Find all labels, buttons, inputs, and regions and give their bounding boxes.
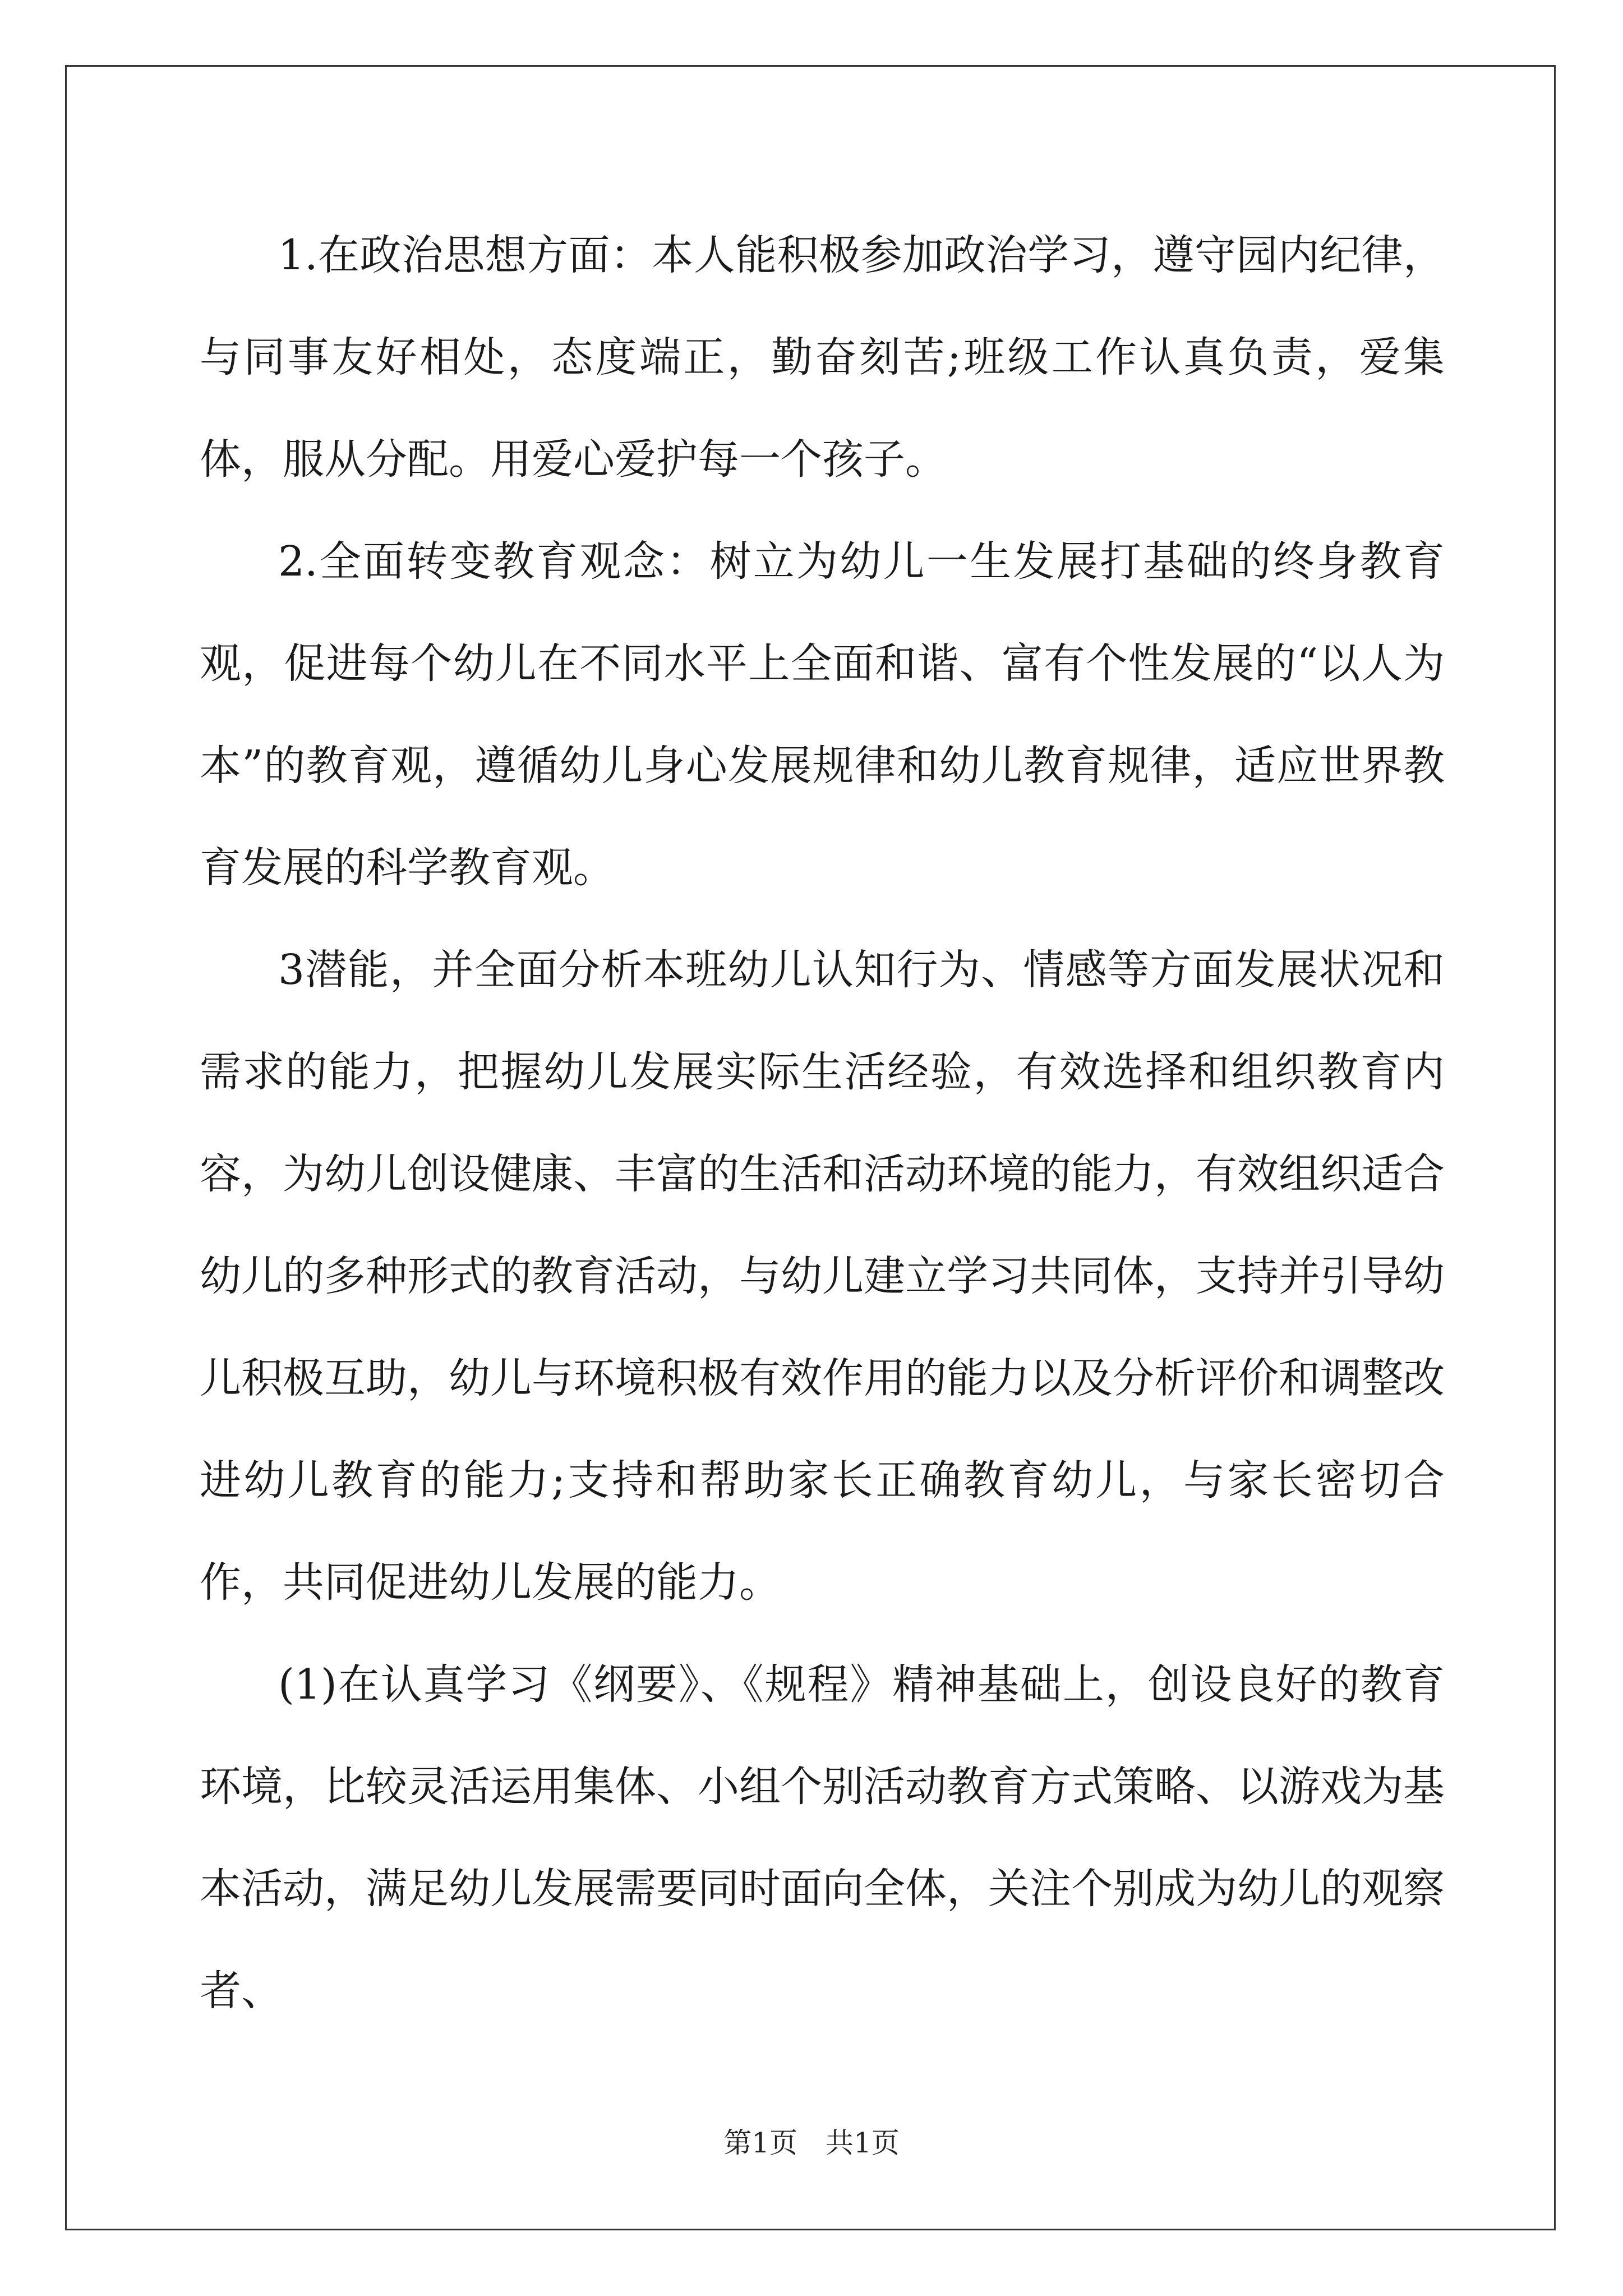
paragraph-outline-study: (1)在认真学习《纲要》、《规程》精神基础上，创设良好的教育环境，比较灵活运用集体、小组个别活动教育方式策略、以游戏为基本活动，满足幼儿发展需要同时面向全体，关注个别成为幼儿的观察者、 — [200, 1660, 1445, 2015]
paragraph-political-thought: 1.在政治思想方面：本人能积极参加政治学习，遵守园内纪律，与同事友好相处，态度端正，勤奋刻苦;班级工作认真负责，爱集体，服从分配。用爱心爱护每一个孩子。 — [200, 231, 1445, 484]
paragraph-abilities: 3潜能，并全面分析本班幼儿认知行为、情感等方面发展状况和需求的能力，把握幼儿发展实际生活经验，有效选择和组织教育内容，为幼儿创设健康、丰富的生活和活动环境的能力，有效组织适合幼儿的多种形式的教育活动，与幼儿建立学习共同体，支持并引导幼儿积极互助，幼儿与环境积极有效作用的能力以及分析评价和调整改进幼儿教育的能力;支持和帮助家长正确教育幼儿，与家长密切合作，共同促进幼儿发展的能力。 — [200, 946, 1445, 1607]
paragraph-education-concept: 2.全面转变教育观念：树立为幼儿一生发展打基础的终身教育观，促进每个幼儿在不同水平上全面和谐、富有个性发展的“以人为本”的教育观，遵循幼儿身心发展规律和幼儿教育规律，适应世界教育发展的科学教育观。 — [200, 537, 1445, 892]
document-body — [200, 204, 1445, 2042]
page-number-footer: 第1页 共1页 — [723, 2127, 900, 2159]
